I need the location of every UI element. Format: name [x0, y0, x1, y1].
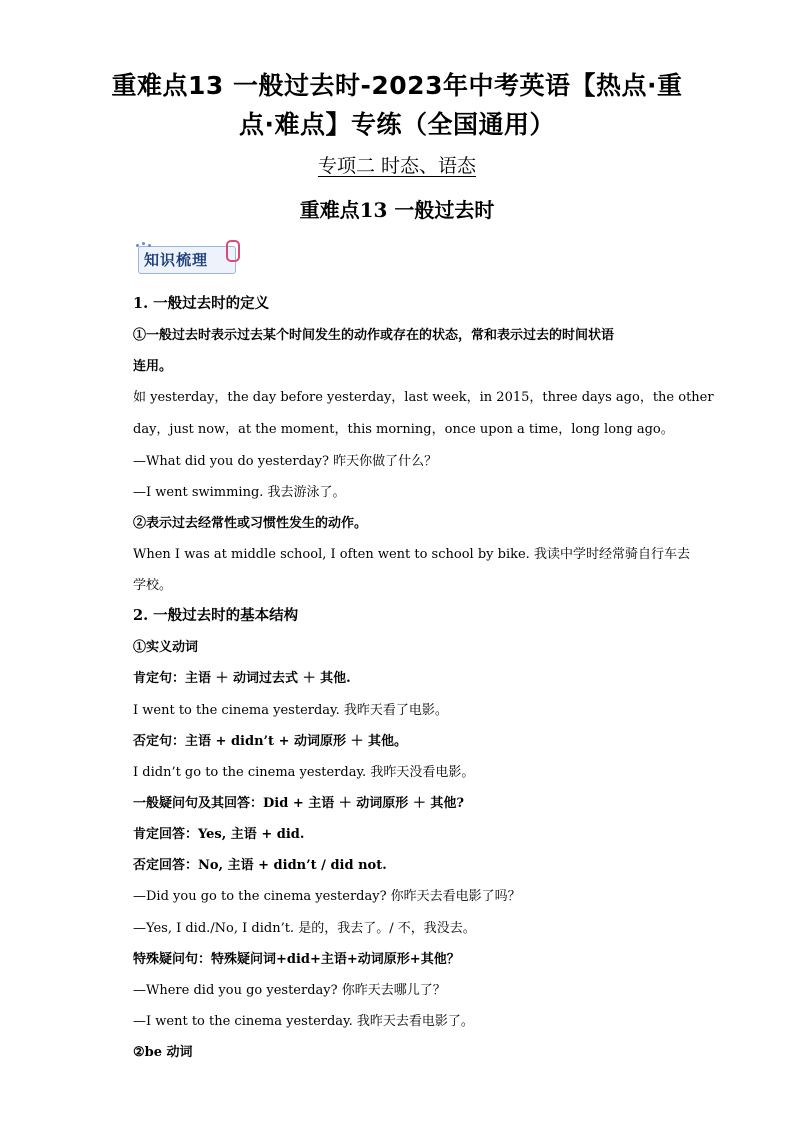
body-line: 否定回答：No, 主语 + didn’t / did not.: [133, 858, 387, 873]
body-line: ①一般过去时表示过去某个时间发生的动作或存在的状态，常和表示过去的时间状语: [133, 328, 615, 343]
body-line: ②表示过去经常性或习惯性发生的动作。: [133, 516, 368, 531]
body-line: —Where did you go yesterday? 你昨天去哪儿了？: [133, 983, 446, 998]
document-title-line-1: 重难点13 一般过去时-2023年中考英语【热点·重: [111, 71, 683, 100]
section-subtitle-text: 专项二 时态、语态: [317, 155, 477, 177]
topic-heading: 重难点13 一般过去时: [299, 198, 495, 222]
body-line: 肯定回答：Yes, 主语 + did.: [133, 827, 305, 842]
body-line: 1. 一般过去时的定义: [133, 295, 270, 312]
paperclip-icon: [226, 240, 240, 262]
body-line: ①实义动词: [133, 640, 199, 655]
body-line: ②be 动词: [133, 1045, 193, 1060]
body-line: 如 yesterday，the day before yesterday，last week，in 2015，three days ago，the other: [133, 390, 714, 405]
body-line: —What did you do yesterday? 昨天你做了什么？: [133, 454, 438, 469]
badge-decoration-dots-icon: [136, 244, 139, 247]
body-line: 特殊疑问句：特殊疑问词+did+主语+动词原形+其他？: [133, 952, 460, 967]
body-line: I didn’t go to the cinema yesterday. 我昨天没看电影。: [133, 765, 475, 780]
body-line: 肯定句：主语 ＋ 动词过去式 ＋ 其他.: [133, 671, 351, 686]
document-title-line-2: 点·难点】专练（全国通用）: [239, 110, 555, 139]
section-subtitle: [0, 151, 794, 178]
body-line: —Yes, I did./No, I didn’t. 是的，我去了。/ 不，我没去。: [133, 921, 476, 936]
badge-label: 知识梳理: [144, 251, 209, 269]
body-line: When I was at middle school, I often went to school by bike. 我读中学时经常骑自行车去: [133, 547, 690, 562]
knowledge-badge: [134, 240, 238, 274]
body-line: —Did you go to the cinema yesterday? 你昨天去看电影了吗？: [133, 889, 521, 904]
body-line: 2. 一般过去时的基本结构: [133, 607, 299, 624]
body-line: 一般疑问句及其回答：Did + 主语 ＋ 动词原形 ＋ 其他?: [133, 796, 464, 811]
body-line: 否定句：主语 + didn’t + 动词原形 ＋ 其他。: [133, 734, 408, 749]
body-line: 学校。: [133, 578, 173, 593]
body-line: day，just now，at the moment，this morning，once upon a time，long long ago。: [133, 422, 674, 437]
body-line: —I went to the cinema yesterday. 我昨天去看电影了。: [133, 1014, 474, 1029]
body-line: 连用。: [133, 359, 173, 374]
body-line: I went to the cinema yesterday. 我昨天看了电影。: [133, 703, 448, 718]
body-line: —I went swimming. 我去游泳了。: [133, 485, 346, 500]
